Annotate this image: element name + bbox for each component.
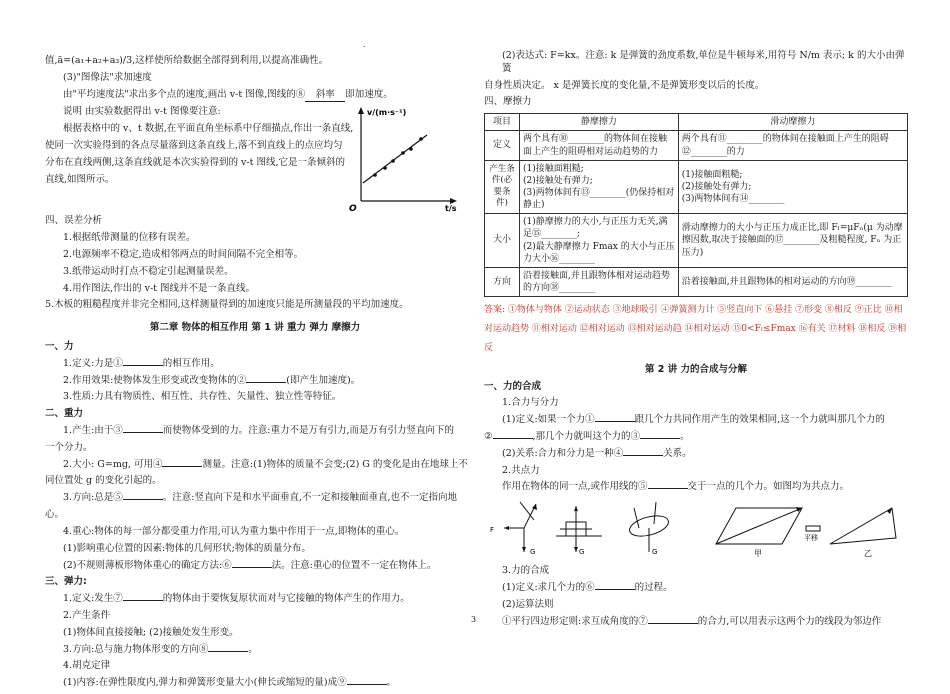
text-line: (2)表达式: F=kx。注意: k 是弹簧的劲度系数,单位是牛顿每米,用符号 N/m 表示; k 的大小由弹簧	[502, 50, 905, 74]
table-row	[485, 267, 908, 296]
left-column	[45, 55, 468, 694]
answer-blank: 斜率	[305, 89, 345, 103]
answer-blank	[162, 466, 202, 467]
table-header-row	[485, 114, 908, 131]
text-line: 2.作用效果:使物体发生形变或改变物体的② (即产生加速度)。	[63, 374, 361, 386]
section-heading: 四、摩擦力	[484, 96, 532, 108]
figure-label-yi: 乙	[864, 549, 872, 559]
text-line: 由"平均速度法"求出多个点的速度,画出 v-t 图像,图线的⑧ 斜率 即加速度。	[45, 89, 465, 103]
answer-blank	[123, 499, 163, 500]
text-line: (2)不规则薄板形物体重心的确定方法:⑥ 法。注意:重心的位置不一定在物体上。	[63, 559, 437, 571]
text-line: (1)物体间直接接触; (2)接触处发生形变。	[63, 626, 239, 638]
text-line: ② ,那几个力就叫这个力的③ 。	[484, 431, 690, 442]
text-line: 3.方向:总是⑤ 。注意:竖直向下是和水平面垂直,不一定和接触面垂直,也不一定指向地	[63, 492, 458, 504]
table-header: 项目	[485, 114, 520, 131]
graph-xlabel: t/s	[445, 204, 457, 214]
table-header: 滑动摩擦力	[678, 114, 907, 131]
answer-blank	[648, 623, 698, 624]
table-cell: 两个具有⑪________的物体间在接触面上产生的阻碍⑫________的力	[678, 131, 907, 160]
table-cell: (1)静摩擦力的大小,与正压力无关,满足⑮________; (2)最大静摩擦力 Fmax 的大小与正压力大小⑯________	[520, 214, 679, 268]
text-line: 2.大小: G=mg, 可用④ 测量。注意:(1)物体的质量不会变;(2) G 的变化是由在地球上不	[63, 458, 468, 470]
text-line: 说明 由实验数据得出 v-t 图像要注意:	[63, 106, 221, 118]
page-number: 3	[471, 615, 477, 624]
text-line: (2)关系:合力和分力是一种④ 关系。	[502, 447, 692, 459]
table-cell: 大小	[485, 214, 520, 268]
answer-key: 答案: ①物体与物体 ②运动状态 ③地球吸引 ④弹簧测力计 ⑤竖直向下 ⑥悬挂 ⑦形变 ⑧相反 ⑨正比 ⑩相对运动趋势 ⑪相对运动 ⑫相对运动 ⑬相对运动趋 ⑭相对运动 ⑮0<Fₗ≤Fmax ⑯有关 ⑰材料 ⑱相反 ⑲相反	[484, 305, 907, 353]
text-line: (1)影响重心位置的因素:物体的几何形状;物体的质量分布。	[63, 542, 311, 554]
answer-blank	[595, 589, 635, 590]
chapter-title: 第二章 物体的相互作用 第 1 讲 重力 弹力 摩擦力	[149, 322, 361, 334]
answer-blank	[246, 382, 286, 383]
section-heading: 一、力	[45, 340, 74, 352]
page-dot: .	[363, 40, 366, 49]
answer-blank	[123, 600, 163, 601]
table-cell: 产生条件(必要条件)	[485, 160, 520, 214]
table-cell: (1)接触面粗糙; (2)接触处有弹力; (3)两物体间有⑭________	[678, 160, 907, 214]
section-heading: 一、力的合成	[484, 380, 542, 392]
table-row	[485, 214, 908, 268]
text-line: 1.根据纸带测量的位移有误差。	[63, 232, 196, 244]
text-line: 3.方向:总与施力物体形变的方向⑧ 。	[63, 643, 258, 655]
table-cell: (1)接触面粗糙; (2)接触处有弹力; (3)两物体间有⑬________(仍保持相对静止)	[520, 160, 679, 214]
text-line: 1.定义:力是① 的相互作用。	[63, 357, 220, 369]
table-cell: 定义	[485, 131, 520, 160]
answer-blank	[640, 438, 680, 439]
text-line: 1.合力与分力	[502, 397, 559, 409]
description-paragraph: 根据表格中的 v、t 数据,在平面直角坐标系中仔细描点,作出一条直线, 使同一次实验得到的各点尽量落到这条直线上,落不到直线上的点应均匀 分布在直线两侧,这条直线就是本次实验得到的 v-t 图线,它是一条倾斜的 直线,如图所示。	[45, 123, 354, 185]
text-line: 值,ā=(a₁+a₂+a₃)/3,这样使所给数据全部得到利用,以提高准确性。	[45, 55, 329, 66]
text-line: ①平行四边形定则:求互成角度的⑦ 的合力,可以用表示这两个力的线段为邻边作	[502, 615, 882, 627]
answer-blank	[595, 421, 635, 422]
svg-text:F: F	[490, 526, 495, 535]
svg-text:G: G	[652, 548, 658, 557]
text-line: 1.产生:由于③ 而使物体受到的力。注意:重力不是万有引力,而是万有引力竖直向下的	[63, 425, 454, 436]
friction-table	[484, 113, 908, 297]
text-line: 5.木板的粗糙程度并非完全相同,这样测量得到的加速度只能是所测量段的平均加速度。	[45, 299, 409, 311]
graph-origin: O	[349, 204, 357, 214]
table-row	[485, 160, 908, 214]
table-cell: 方向	[485, 267, 520, 296]
section-heading: 三、弹力:	[45, 576, 87, 588]
svg-text:G: G	[579, 548, 585, 557]
lecture-title: 第 2 讲 力的合成与分解	[644, 363, 748, 375]
text-line: 同位置处 g 的变化引起的。	[45, 475, 162, 487]
answer-blank	[648, 488, 688, 489]
text-line: 3.纸带运动时打点不稳定引起测量误差。	[63, 265, 234, 277]
text-line: 1.定义:发生⑦ 的物体由于要恢复原状而对与它接触的物体产生的作用力。	[63, 593, 410, 605]
answer-blank	[232, 567, 272, 568]
text-line: (3)"图像法"求加速度	[63, 71, 152, 83]
answer-blank	[623, 455, 663, 456]
right-column	[484, 50, 908, 632]
text-line: (2)运算法则	[502, 598, 554, 610]
concurrent-forces-figure	[484, 498, 908, 560]
text-line: 2.共点力	[502, 464, 540, 476]
graph-ylabel: v/(m·s⁻¹)	[367, 108, 407, 118]
answer-blank	[123, 432, 163, 433]
text-line: (1)定义:如果一个力① 跟几个力共同作用产生的效果相同,这一个力就叫那几个力的	[502, 414, 885, 426]
table-header: 静摩擦力	[520, 114, 679, 131]
answer-blank	[208, 651, 248, 652]
text-line: 3.力的合成	[502, 565, 550, 577]
vt-graph	[345, 103, 465, 213]
table-cell: 两个具有⑩________的物体间在接触面上产生的阻碍相对运动趋势的力	[520, 131, 679, 160]
section-heading: 二、重力	[45, 408, 84, 420]
text-line: 4.用作图法,作出的 v-t 图线并不是一条直线。	[63, 282, 256, 294]
text-line: 一个分力。	[45, 441, 93, 453]
answer-blank	[347, 684, 387, 685]
table-cell: 沿着接触面,并且跟物体相对运动趋势的方向⑱________	[520, 267, 679, 296]
answer-blank	[123, 365, 163, 366]
section-heading: 四、误差分析	[45, 215, 103, 227]
text-line: (1)内容:在弹性限度内,弹力和弹簧形变量大小(伸长或缩短的量)成⑨ 。	[63, 677, 397, 689]
figure-label-jia: 甲	[754, 549, 762, 559]
text-line: 3.性质:力具有物质性、相互性、共存性、矢量性、独立性等特征。	[63, 391, 342, 403]
answer-blank	[493, 438, 533, 439]
text-line: 4.重心:物体的每一部分都受重力作用,可认为重力集中作用于一点,即物体的重心。	[63, 525, 405, 537]
text-line: 2.电源频率不稳定,造成相邻两点的时间间隔不完全相等。	[63, 248, 304, 260]
text-line: 心。	[45, 509, 65, 521]
text-line: 4.胡克定律	[63, 660, 111, 672]
text-line: 自身性质决定。 x 是弹簧长度的变化量,不是弹簧形变以后的长度。	[484, 79, 765, 91]
svg-text:G: G	[530, 548, 536, 557]
table-cell: 滑动摩擦力的大小与正压力成正比,即 Fₗ=μFₙ(μ 为动摩擦因数,取决于接触面的⑰________及粗糙程度, Fₙ 为正压力)	[678, 214, 907, 268]
text-line: 作用在物体的同一点,或作用线的⑤ 交于一点的几个力。如图均为共点力。	[502, 481, 850, 493]
table-cell: 沿着接触面,并且跟物体的相对运动的方向⑲________	[678, 267, 907, 296]
translate-label: 平移	[804, 534, 818, 543]
text-line: 2.产生条件	[63, 609, 111, 621]
table-row	[485, 131, 908, 160]
text-line: (1)定义:求几个力的⑥ 的过程。	[502, 581, 673, 593]
